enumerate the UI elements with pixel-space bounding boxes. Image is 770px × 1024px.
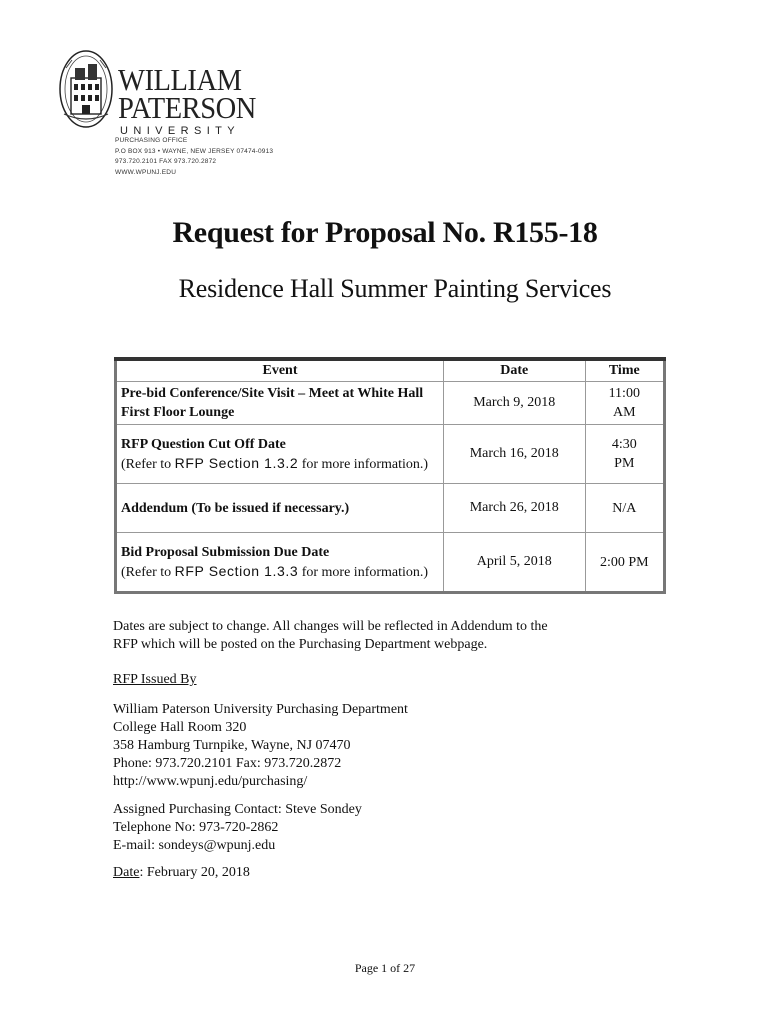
issuer-url-link[interactable]: http://www.wpunj.edu/purchasing/ [113, 774, 308, 789]
table-header-row [116, 359, 665, 382]
date-label: Date [113, 865, 140, 880]
university-wordmark [118, 64, 268, 137]
issuer-department: William Paterson University Purchasing Department [113, 702, 408, 717]
time-line-1: 11:00 [608, 386, 640, 401]
table-row [116, 484, 665, 533]
time-cell: N/A [585, 484, 664, 533]
time-cell [585, 382, 664, 425]
wordmark-line-3: UNIVERSITY [120, 125, 241, 137]
rfp-section-reference: RFP Section 1.3.3 [174, 562, 299, 579]
event-cell [116, 533, 444, 593]
event-note-prefix: (Refer to [121, 456, 175, 472]
issuer-room: College Hall Room 320 [113, 720, 247, 735]
time-cell: 2:00 PM [585, 533, 664, 593]
contact-name: Assigned Purchasing Contact: Steve Sondey [113, 802, 362, 817]
schedule-notice [113, 618, 548, 654]
time-cell [585, 425, 664, 484]
event-cell [116, 484, 444, 533]
document-subtitle: Residence Hall Summer Painting Services [178, 274, 612, 303]
event-title: Pre-bid Conference/Site Visit – Meet at White Hall First Floor Lounge [121, 386, 424, 420]
phone-fax: 973.720.2101 FAX 973.720.2872 [115, 158, 217, 165]
office-name: PURCHASING OFFICE [115, 137, 188, 144]
contact-email-link[interactable]: E-mail: sondeys@wpunj.edu [113, 838, 276, 853]
header-time: Time [585, 359, 664, 382]
postal-address: P.O BOX 913 • WAYNE, NEW JERSEY 07474-0913 [115, 147, 274, 155]
issued-by-heading: RFP Issued By [113, 672, 197, 687]
time-line-2: PM [614, 456, 635, 471]
date-value: : February 20, 2018 [139, 865, 250, 880]
issuer-block [113, 701, 408, 791]
contact-block [113, 801, 362, 855]
issuer-phone-fax: Phone: 973.720.2101 Fax: 973.720.2872 [113, 756, 342, 771]
page-number: Page 1 of 27 [354, 961, 416, 975]
event-title: Bid Proposal Submission Due Date [121, 544, 330, 560]
letterhead-address [115, 136, 273, 178]
issuer-street-address: 358 Hamburg Turnpike, Wayne, NJ 07470 [113, 738, 351, 753]
date-cell: March 16, 2018 [443, 425, 585, 484]
event-note-suffix: for more information.) [298, 564, 429, 580]
date-cell: March 26, 2018 [443, 484, 585, 533]
wordmark-line-2: PATERSON [118, 90, 256, 125]
rfp-section-reference: RFP Section 1.3.2 [174, 454, 299, 471]
event-note-prefix: (Refer to [121, 564, 175, 580]
issue-date [113, 864, 250, 882]
event-cell [116, 382, 444, 425]
notice-line-1: Dates are subject to change. All changes will be reflected in Addendum to the [113, 619, 548, 634]
event-cell [116, 425, 444, 484]
university-seal-icon [58, 48, 114, 130]
header-event: Event [116, 359, 444, 382]
event-title: Addendum (To be issued if necessary.) [121, 500, 350, 516]
document-title: Request for Proposal No. R155-18 [172, 216, 598, 249]
event-title: RFP Question Cut Off Date [121, 436, 286, 452]
date-cell: April 5, 2018 [443, 533, 585, 593]
date-cell: March 9, 2018 [443, 382, 585, 425]
wordmark-line-1: WILLIAM [118, 62, 242, 97]
table-row [116, 382, 665, 425]
contact-phone: Telephone No: 973-720-2862 [113, 820, 279, 835]
time-line-2: AM [612, 405, 636, 420]
time-line-1: 4:30 [611, 437, 637, 452]
table-row [116, 533, 665, 593]
header-date: Date [443, 359, 585, 382]
table-row [116, 425, 665, 484]
website[interactable]: WWW.WPUNJ.EDU [115, 168, 177, 176]
schedule-table [114, 357, 666, 594]
notice-line-2: RFP which will be posted on the Purchasing Department webpage. [113, 637, 488, 652]
university-logo [58, 44, 378, 144]
event-note-suffix: for more information.) [298, 456, 429, 472]
